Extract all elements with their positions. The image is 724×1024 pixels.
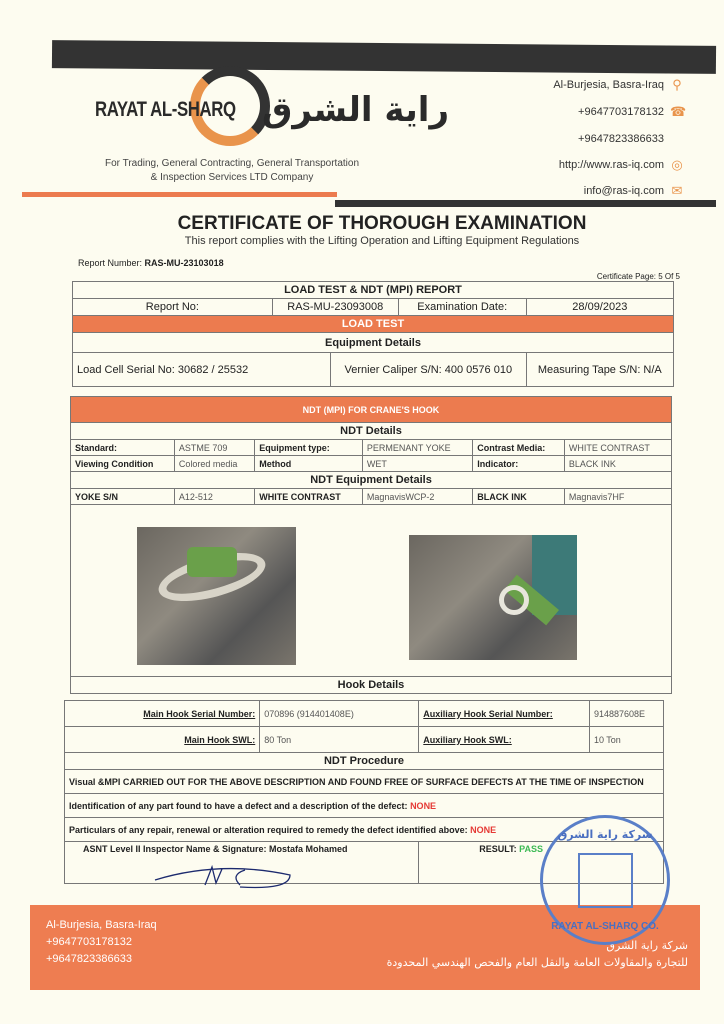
company-stamp	[540, 815, 670, 945]
tagline-1: For Trading, General Contracting, General Transportation	[104, 158, 360, 169]
load-cell-serial: Load Cell Serial No: 30682 / 25532	[73, 353, 331, 387]
brand-name: RAYAT AL-SHARQ	[95, 98, 236, 121]
page-title: CERTIFICATE OF THOROUGH EXAMINATION	[177, 213, 587, 234]
contact-text: +9647823386633	[578, 133, 664, 145]
footer-address: Al-Burjesia, Basra-Iraq	[46, 919, 157, 931]
contact-text: Al-Burjesia, Basra-Iraq	[553, 79, 664, 91]
defect-identification	[65, 794, 664, 818]
label: Indicator:	[473, 456, 565, 472]
signature	[150, 855, 300, 895]
section-heading: Hook Details	[71, 677, 672, 694]
label: Particulars of any repair, renewal or alteration required to remedy the defect identified above:	[69, 824, 468, 835]
inspector-signature: ASNT Level II Inspector Name & Signature: Mostafa Mohamed	[65, 842, 419, 884]
table-heading: LOAD TEST & NDT (MPI) REPORT	[73, 282, 674, 299]
label: Auxiliary Hook SWL:	[419, 727, 590, 753]
value: WHITE CONTRAST	[564, 440, 671, 456]
label: Equipment type:	[255, 440, 363, 456]
spacer	[670, 132, 684, 146]
label: Standard:	[71, 440, 175, 456]
section-heading: NDT Procedure	[65, 753, 664, 770]
section-heading: NDT Equipment Details	[71, 472, 672, 489]
value: 914887608E	[589, 701, 663, 727]
location-icon: ⚲	[672, 77, 682, 92]
footer-arabic	[387, 937, 688, 971]
value: NONE	[410, 800, 437, 811]
footer-contact	[46, 917, 157, 968]
value: RAS-MU-23093008	[272, 299, 398, 316]
footer-arabic-1: شركة راية الشرق	[606, 939, 688, 952]
value: Colored media	[174, 456, 254, 472]
vernier-serial: Vernier Caliper S/N: 400 0576 010	[330, 353, 526, 387]
footer-arabic-2: للتجارة والمقاولات العامة والنقل العام والفحص الهندسي المحدودة	[386, 956, 688, 969]
hook-photo-1	[137, 527, 296, 665]
label: BLACK INK	[473, 489, 565, 505]
tape-serial: Measuring Tape S/N: N/A	[526, 353, 673, 387]
stamp-logo-icon	[578, 853, 633, 908]
value: BLACK INK	[564, 456, 671, 472]
stamp-english: RAYAT AL-SHARQ CO.	[551, 921, 659, 932]
contact-text[interactable]: http://www.ras-iq.com	[558, 159, 664, 171]
contact-email[interactable]	[584, 184, 684, 198]
section-heading: NDT (MPI) FOR CRANE'S HOOK	[71, 397, 672, 423]
value: 80 Ton	[260, 727, 419, 753]
label: WHITE CONTRAST	[255, 489, 363, 505]
tagline	[92, 157, 372, 185]
label: Method	[255, 456, 363, 472]
value: ASTME 709	[174, 440, 254, 456]
subtitle: This report complies with the Lifting Operation and Lifting Equipment Regulations	[184, 235, 580, 247]
hook-photo-2	[409, 535, 577, 660]
contact-text: +9647703178132	[578, 106, 664, 118]
section-heading: LOAD TEST	[73, 316, 674, 333]
label: Viewing Condition	[71, 456, 175, 472]
header-bar	[52, 40, 716, 74]
value: Magnavis7HF	[564, 489, 671, 505]
label: Auxiliary Hook Serial Number:	[419, 701, 590, 727]
mail-icon: ✉	[671, 183, 683, 198]
section-heading: NDT Details	[71, 423, 672, 440]
label: Report Number:	[78, 258, 143, 268]
contact-phone2	[578, 132, 684, 146]
contact-address	[553, 78, 684, 92]
footer-phone: +9647703178132	[46, 936, 132, 948]
contact-web[interactable]	[559, 158, 684, 172]
divider	[22, 192, 337, 197]
label: Identification of any part found to have a defect and a description of the defect:	[69, 800, 408, 811]
label: Report No:	[73, 299, 273, 316]
value: RAS-MU-23103018	[144, 258, 224, 268]
contact-phone1	[578, 104, 687, 119]
load-test-table	[72, 281, 674, 387]
brand-arabic: راية الشرق	[262, 90, 450, 130]
section-heading: Equipment Details	[73, 333, 674, 353]
label: Main Hook SWL:	[65, 727, 260, 753]
tagline-2: & Inspection Services LTD Company	[150, 172, 314, 183]
label: RESULT:	[479, 844, 517, 854]
value: 070896 (914401408E)	[260, 701, 419, 727]
contact-text[interactable]: info@ras-iq.com	[583, 185, 664, 197]
value: PERMENANT YOKE	[362, 440, 472, 456]
procedure-text: Visual &MPI CARRIED OUT FOR THE ABOVE DESCRIPTION AND FOUND FREE OF SURFACE DEFECTS AT THE TIME OF INSPECTION	[65, 770, 664, 794]
value: WET	[362, 456, 472, 472]
divider	[335, 200, 716, 207]
value: NONE	[470, 824, 497, 835]
value: A12-512	[174, 489, 254, 505]
label: Main Hook Serial Number:	[65, 701, 260, 727]
label: Examination Date:	[398, 299, 526, 316]
phone-icon: ☎	[670, 104, 687, 119]
value: 10 Ton	[589, 727, 663, 753]
stamp-arabic: شركة راية الشرق	[557, 828, 653, 841]
report-number	[78, 258, 224, 268]
certificate-page: Certificate Page: 5 Of 5	[596, 272, 680, 281]
footer-phone: +9647823386633	[46, 953, 132, 965]
label: YOKE S/N	[71, 489, 175, 505]
value: MagnavisWCP-2	[362, 489, 472, 505]
value: 28/09/2023	[526, 299, 673, 316]
label: Contrast Media:	[473, 440, 565, 456]
globe-icon: ◎	[671, 157, 683, 172]
value: PASS	[519, 844, 543, 854]
